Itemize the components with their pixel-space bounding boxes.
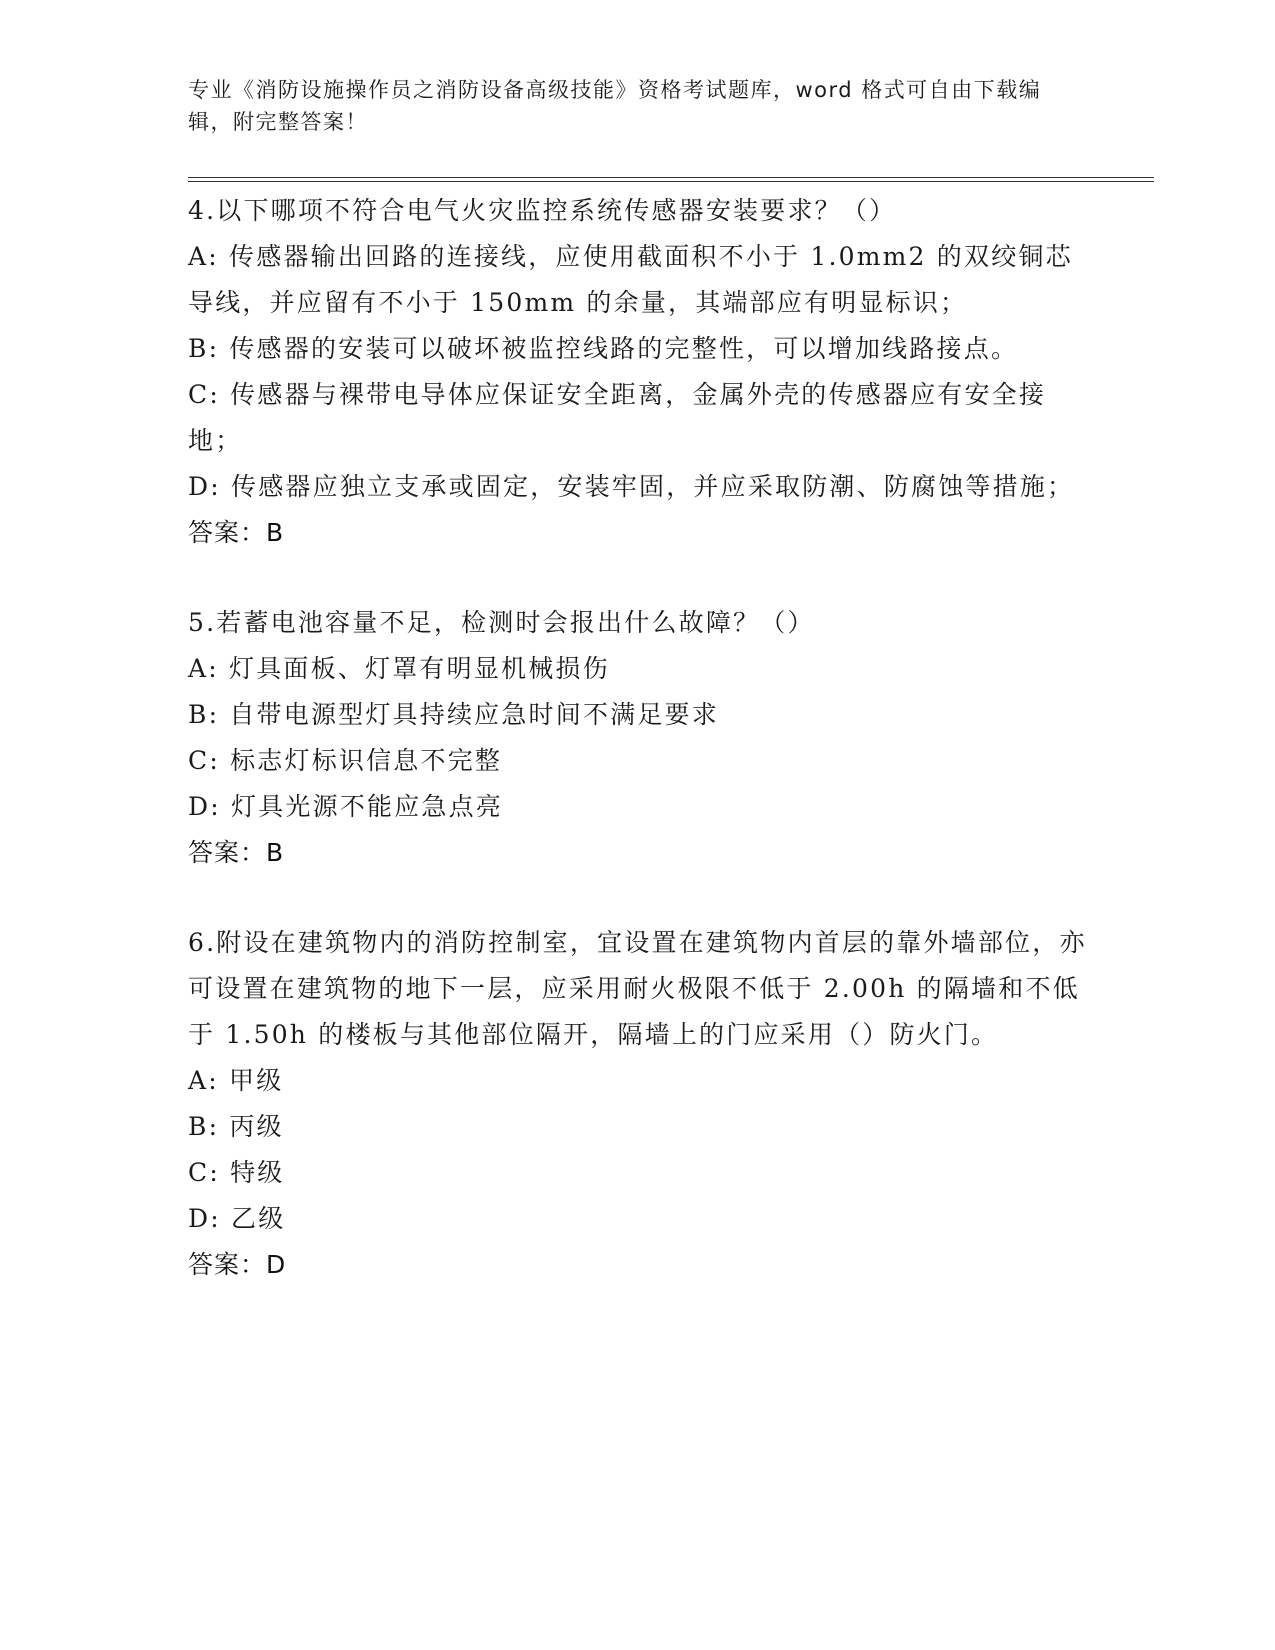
option-d: D: 传感器应独立支承或固定，安装牢固，并应采取防潮、防腐蚀等措施； — [188, 472, 1075, 501]
option-b: B: 传感器的安装可以破坏被监控线路的完整性，可以增加线路接点。 — [188, 334, 1019, 363]
header-text: 专业《消防设施操作员之消防设备高级技能》资格考试题库，word 格式可自由下载编辑，附完整答案！ — [188, 78, 1042, 134]
question-list — [188, 188, 1088, 1288]
option-a: A: 灯具面板、灯罩有明显机械损伤 — [188, 654, 610, 683]
option-a: A: 传感器输出回路的连接线，应使用截面积不小于 1.0mm2 的双绞铜芯导线，并应留有不小于 150mm 的余量，其端部应有明显标识； — [188, 242, 1073, 317]
header-divider-top — [188, 177, 1154, 178]
option-c: C: 特级 — [188, 1158, 285, 1187]
question-6 — [188, 920, 1088, 1288]
question-stem: 4.以下哪项不符合电气火灾监控系统传感器安装要求？（） — [188, 196, 897, 225]
option-b: B: 丙级 — [188, 1112, 284, 1141]
answer: 答案：D — [188, 1250, 287, 1279]
option-b: B: 自带电源型灯具持续应急时间不满足要求 — [188, 700, 719, 729]
question-spacer — [188, 556, 1088, 600]
question-4 — [188, 188, 1088, 556]
question-stem: 5.若蓄电池容量不足，检测时会报出什么故障？（） — [188, 608, 815, 637]
option-c: C: 传感器与裸带电导体应保证安全距离，金属外壳的传感器应有安全接地； — [188, 380, 1047, 455]
question-5 — [188, 600, 1088, 876]
document-header — [188, 74, 1068, 138]
answer: 答案：B — [188, 838, 285, 867]
option-d: D: 灯具光源不能应急点亮 — [188, 792, 504, 821]
question-spacer — [188, 876, 1088, 920]
question-stem: 6.附设在建筑物内的消防控制室，宜设置在建筑物内首层的靠外墙部位，亦可设置在建筑物的地下一层，应采用耐火极限不低于 2.00h 的隔墙和不低于 1.50h 的楼板与其他部位隔开，隔墙上的门应采用（）防火门。 — [188, 928, 1087, 1049]
header-divider-bottom — [188, 181, 1154, 182]
answer: 答案：B — [188, 518, 285, 547]
option-d: D: 乙级 — [188, 1204, 286, 1233]
option-a: A: 甲级 — [188, 1066, 284, 1095]
option-c: C: 标志灯标识信息不完整 — [188, 746, 503, 775]
